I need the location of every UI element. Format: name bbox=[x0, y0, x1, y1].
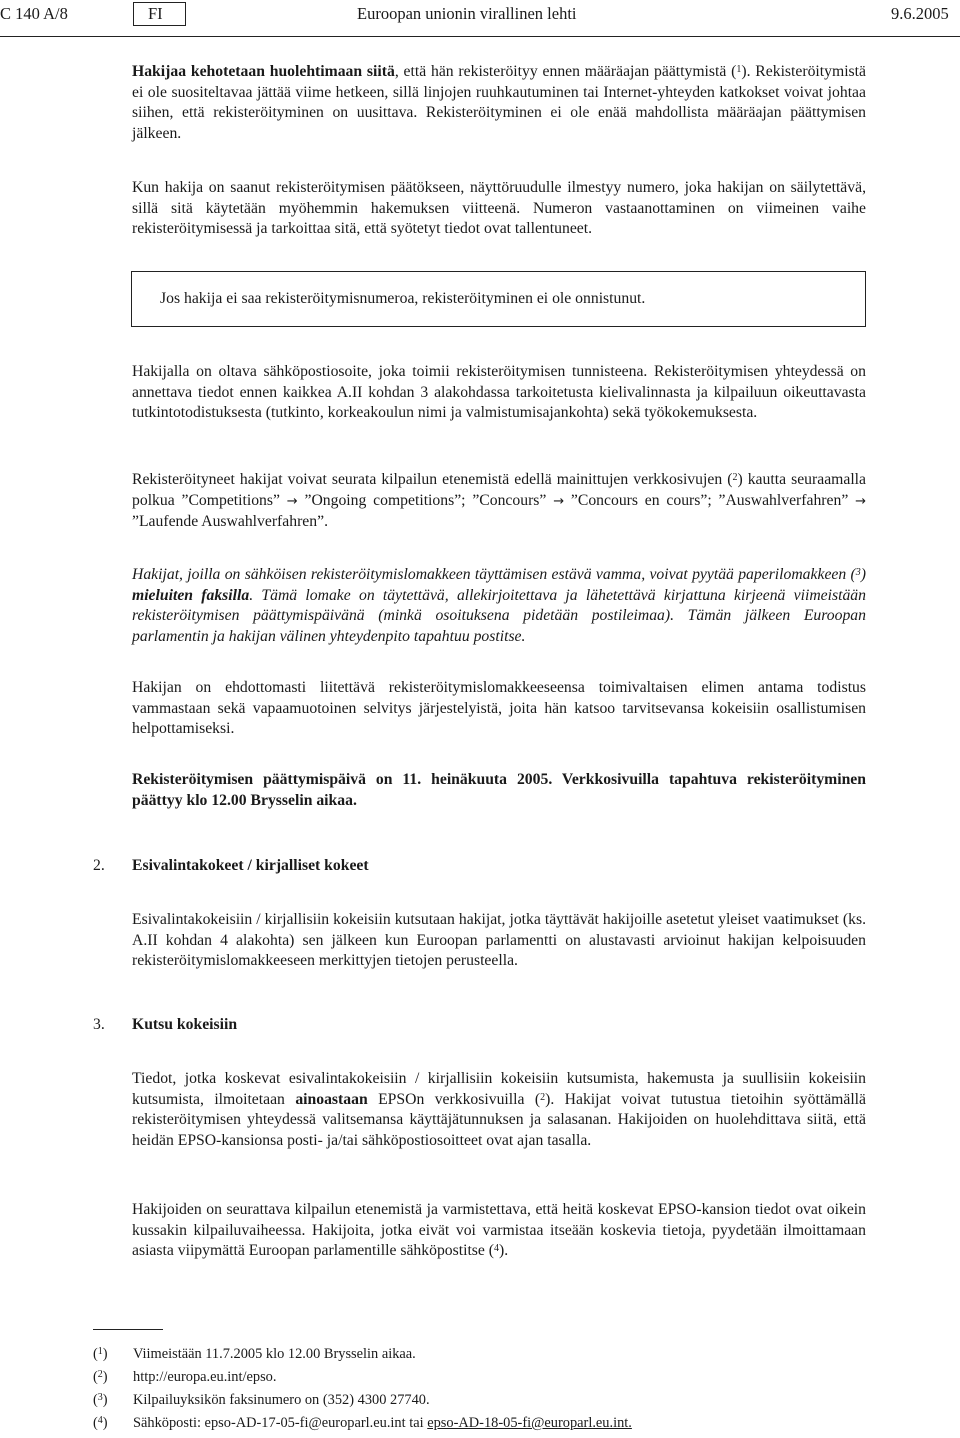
section-heading-preselection: Esivalintakokeet / kirjalliset kokeet bbox=[132, 857, 369, 874]
paragraph-registration-number: Kun hakija on saanut rekisteröitymisen päätökseen, näyttöruudulle ilmestyy numero, joka hakijan on säilytettävä, sillä sitä käytetään myöhemmin hakemuksen viitteenä. Numeron vastaanottaminen on viimeinen vaihe rekisteröitymisessä ja tarkoittaa sitä, että syötetyt tiedot ovat tallentuneet. bbox=[132, 179, 866, 238]
text: Tiedot, jotka koskevat esivalintakokeisiin / kirjallisiin kokeisiin kutsumista, hakemusta ja suullisiin kokeisiin kutsumista, ilmoitetaan bbox=[132, 1070, 866, 1108]
arrow-icon: → bbox=[553, 493, 565, 509]
arrow-icon: → bbox=[286, 493, 298, 509]
footnote-link[interactable]: http://europa.eu.int/epso. bbox=[133, 1369, 277, 1385]
language-code: FI bbox=[133, 2, 186, 26]
page-reference: C 140 A/8 bbox=[0, 4, 68, 23]
paragraph-follow-competition bbox=[132, 470, 866, 533]
paragraph-registration-deadline bbox=[132, 62, 866, 144]
section-heading-invitation: Kutsu kokeisiin bbox=[132, 1016, 238, 1033]
section-number: 2. bbox=[93, 857, 105, 874]
email-link[interactable]: epso-AD-18-05-fi@europarl.eu.int. bbox=[427, 1415, 632, 1431]
text: Hakijoiden on seurattava kilpailun etenemistä ja varmistettava, että heitä koskevat EPSO-kansion tiedot ovat oikein kussakin kilpailuvaiheessa. Hakijoita, jotka eivät voi varmistaa itseään koskevia tietoja, pyydetään ilmoittamaan asiasta viipymättä Euroopan parlamentille sähköpostitse ( bbox=[132, 1201, 866, 1260]
text: , että hän rekisteröityy ennen määräajan päättymistä ( bbox=[394, 63, 737, 80]
text: . Tämä lomake on täytettävä, allekirjoitettava ja lähetettävä kirjattuna kirjeenä viimeistään rekisteröitymisen päättymispäivänä (minkä osoituksena pidetään postileimaa). Tämän jälkeen Euroopan parlamentin ja hakijan välinen yhteydenpito tapahtuu postitse. bbox=[132, 586, 866, 645]
footnote-rule bbox=[93, 1329, 163, 1330]
paragraph-preselection: Esivalintakokeisiin / kirjallisiin kokeisiin kutsutaan hakijat, jotka täyttävät hakijoille asetetut yleiset vaatimukset (ks. A.II kohdan 4 alakohta) sen jälkeen kun Euroopan parlamentti on alustavasti arvioinut hakijan kelpoisuuden rekisteröitymislomakkeeseen merkittyjen tietojen perusteella. bbox=[132, 911, 866, 970]
footnote-ref: 4 bbox=[494, 1243, 500, 1255]
footnote-text: Viimeistään 11.7.2005 klo 12.00 Brysselin aikaa. bbox=[133, 1346, 416, 1362]
paragraph-closing-date: Rekisteröitymisen päättymispäivä on 11. heinäkuuta 2005. Verkkosivuilla tapahtuva rekisteröityminen päättyy klo 12.00 Brysselin aikaa. bbox=[132, 771, 866, 809]
email-link[interactable]: Sähköposti: epso-AD-17-05-fi@europarl.eu.int tai bbox=[133, 1415, 428, 1431]
paragraph-invitation-info bbox=[132, 1069, 866, 1151]
footnote-number: 1 bbox=[97, 1346, 103, 1357]
paragraph-disability-certificate: Hakijan on ehdottomasti liitettävä rekisteröitymislomakkeeseensa toimivaltaisen elimen antama todistus vammastaan sekä vapaamuotoinen selvitys järjestelyistä, joita hän katsoo tarvitsevansa kokeisiin osallistumisen helpottamiseksi. bbox=[132, 679, 866, 738]
text: ). Hakijat voivat tutustua tietoihin syöttämällä rekisteröitymisen yhteydessä valitsemansa käyttäjätunnuksen ja salasanan. Hakijoiden on huolehdittava siitä, että heidän EPSO-kansionsa posti- ja/tai sähköpostiosoitteet ovat ajan tasalla. bbox=[132, 1090, 866, 1149]
footnote-text: Kilpailuyksikön faksinumero on (352) 4300 27740. bbox=[133, 1392, 430, 1408]
paragraph-paper-form bbox=[132, 565, 866, 647]
footnote-label: ($^4$) bbox=[93, 1415, 108, 1431]
notice-box bbox=[131, 271, 866, 327]
paragraph-epso-account bbox=[132, 1200, 866, 1262]
footnote-ref: 1 bbox=[736, 64, 742, 75]
page-header bbox=[0, 0, 960, 28]
bold-emphasis: ainoastaan bbox=[295, 1090, 368, 1108]
text: EPSOn verkkosivuilla ( bbox=[367, 1090, 541, 1108]
publication-date: 9.6.2005 bbox=[891, 4, 949, 23]
footnote-label: ($^2$) bbox=[93, 1369, 108, 1385]
text: Hakijat, joilla on sähköisen rekisteröitymislomakkeen täyttämisen estävä vamma, voivat pyytää paperilomakkeen ( bbox=[132, 566, 856, 583]
text: ”Laufende Auswahlverfahren”. bbox=[132, 513, 328, 531]
footnote-number: 4 bbox=[97, 1415, 103, 1426]
footnote-number: 2 bbox=[97, 1369, 103, 1380]
footnote-label: ($^1$) bbox=[93, 1346, 108, 1362]
footnote-label: ($^3$) bbox=[93, 1392, 108, 1408]
footnote-text bbox=[133, 1415, 632, 1432]
text: ) kautta seuraamalla polkua ”Competitions” bbox=[132, 471, 866, 509]
footnote-ref: 2 bbox=[540, 1091, 546, 1103]
text: ) bbox=[860, 566, 866, 583]
footnote-number: 3 bbox=[97, 1392, 103, 1403]
arrow-icon: → bbox=[855, 493, 866, 509]
header-rule bbox=[0, 36, 960, 37]
footnote-ref: 3 bbox=[855, 567, 861, 578]
bold-emphasis: mieluiten faksilla bbox=[132, 586, 250, 604]
text: ). bbox=[499, 1242, 509, 1260]
notice-text: Jos hakija ei saa rekisteröitymisnumeroa, rekisteröityminen ei ole onnistunut. bbox=[160, 290, 646, 307]
section-number: 3. bbox=[93, 1016, 105, 1033]
text: ”Concours en cours”; ”Auswahlverfahren” bbox=[564, 491, 856, 509]
paragraph-email-requirement: Hakijalla on oltava sähköpostiosoite, joka toimii rekisteröitymisen tunnisteena. Rekisteröitymisen yhteydessä on annettava tiedot ennen kaikkea A.II kohdan 3 alakohdassa tarkoitetusta kielivalinnasta ja kilpailuun oikeuttavasta tutkintotodistuksesta (tutkinto, korkeakoulun nimi ja valmistumisajankohta) sekä työkokemuksesta. bbox=[132, 363, 866, 422]
text: Rekisteröityneet hakijat voivat seurata kilpailun etenemistä edellä mainittujen verkkosivujen ( bbox=[132, 471, 733, 488]
text: ”Ongoing competitions”; ”Concours” bbox=[297, 491, 554, 509]
journal-title: Euroopan unionin virallinen lehti bbox=[357, 4, 577, 23]
bold-lead: Hakijaa kehotetaan huolehtimaan siitä bbox=[132, 63, 395, 80]
footnote-ref: 2 bbox=[732, 472, 738, 483]
text: ). Rekisteröitymistä ei ole suositeltavaa jättää viime hetkeen, sillä linjojen ruuhkautuminen tai Internet-yhteyden katkokset voivat johtaa siihen, että rekisteröityminen on uusittava. Rekisteröityminen ei ole enää mahdollista määräajan päättymisen jälkeen. bbox=[132, 63, 866, 142]
